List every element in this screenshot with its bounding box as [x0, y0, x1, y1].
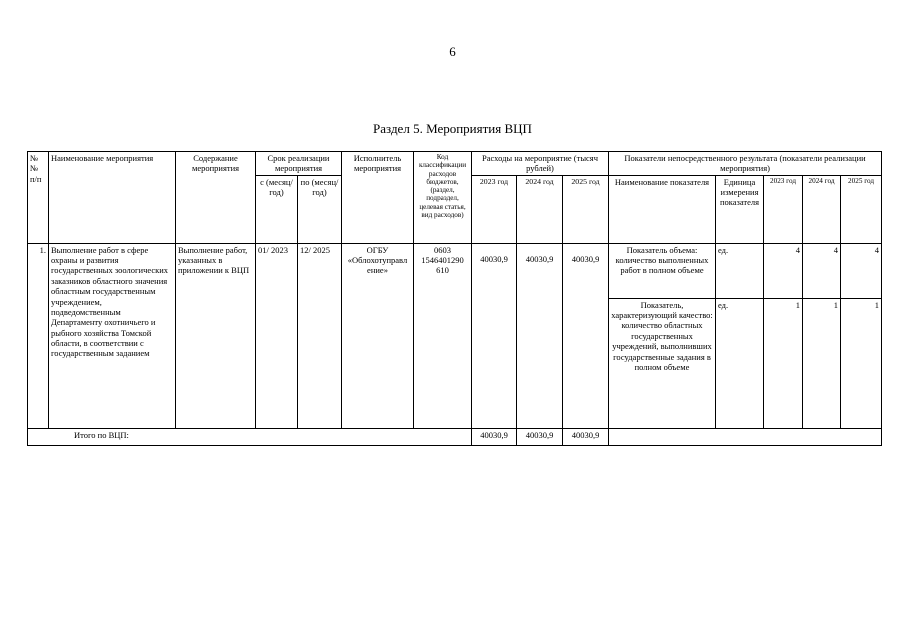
activities-table [27, 151, 882, 446]
indicator-1-2024: 4 [803, 243, 841, 298]
total-2025: 40030,9 [563, 428, 609, 445]
header-expenses: Расходы на мероприятие (тысяч рублей) [472, 152, 609, 176]
header-exp-2023: 2023 год [472, 175, 517, 243]
header-name: Наименование мероприятия [49, 152, 176, 244]
header-term: Срок реализации мероприятия [256, 152, 342, 176]
total-label: Итого по ВЦП: [28, 428, 472, 445]
indicator-2-name: Показатель, характеризующий качество: количество областных государственных учреждений, выполнивших государственные задания в полном объеме [609, 298, 716, 428]
indicator-2-unit: ед. [716, 298, 764, 428]
header-indicators: Показатели непосредственного результата (показатели реализации мероприятия) [609, 152, 882, 176]
total-2024: 40030,9 [517, 428, 563, 445]
total-2023: 40030,9 [472, 428, 517, 445]
row-content: Выполнение работ, указанных в приложении к ВЦП [176, 243, 256, 428]
total-row [28, 428, 882, 445]
indicator-1-2023: 4 [764, 243, 803, 298]
header-executor: Исполнитель мероприятия [342, 152, 414, 244]
header-content: Содержание мероприятия [176, 152, 256, 244]
header-exp-2024: 2024 год [517, 175, 563, 243]
table-row [28, 243, 882, 298]
indicator-1-unit: ед. [716, 243, 764, 298]
row-executor: ОГБУ «Облохотуправл ение» [342, 243, 414, 428]
header-code: Код классификации расходов бюджетов, (раздел, подраздел, целевая статья, вид расходов) [414, 152, 472, 244]
header-ind-name: Наименование показателя [609, 175, 716, 243]
indicator-2-2025: 1 [841, 298, 882, 428]
row-name: Выполнение работ в сфере охраны и развития государственных зоологических заказников областного значения областным государственным учреждением, подведомственным Департаменту охотничьего и рыбного хозяйства Томской области, в соответствии с государственным заданием [49, 243, 176, 428]
header-ind-2025: 2025 год [841, 175, 882, 243]
indicator-1-2025: 4 [841, 243, 882, 298]
row-exp-2024: 40030,9 [517, 243, 563, 428]
header-term-to: по (месяц/ год) [298, 175, 342, 243]
header-ind-2023: 2023 год [764, 175, 803, 243]
total-indicators-empty [609, 428, 882, 445]
header-num: №№ п/п [28, 152, 49, 244]
row-to: 12/ 2025 [298, 243, 342, 428]
header-row-1 [28, 152, 882, 176]
page-number: 6 [449, 44, 456, 59]
indicator-2-2023: 1 [764, 298, 803, 428]
row-num: 1. [28, 243, 49, 428]
indicator-1-name: Показатель объема: количество выполненных работ в полном объеме [609, 243, 716, 298]
row-from: 01/ 2023 [256, 243, 298, 428]
row-code: 0603 1546401290 610 [414, 243, 472, 428]
row-exp-2025: 40030,9 [563, 243, 609, 428]
indicator-2-2024: 1 [803, 298, 841, 428]
section-title: Раздел 5. Мероприятия ВЦП [373, 121, 532, 136]
header-ind-2024: 2024 год [803, 175, 841, 243]
row-exp-2023: 40030,9 [472, 243, 517, 428]
header-exp-2025: 2025 год [563, 175, 609, 243]
header-term-from: с (месяц/ год) [256, 175, 298, 243]
header-ind-unit: Единица измерения показателя [716, 175, 764, 243]
